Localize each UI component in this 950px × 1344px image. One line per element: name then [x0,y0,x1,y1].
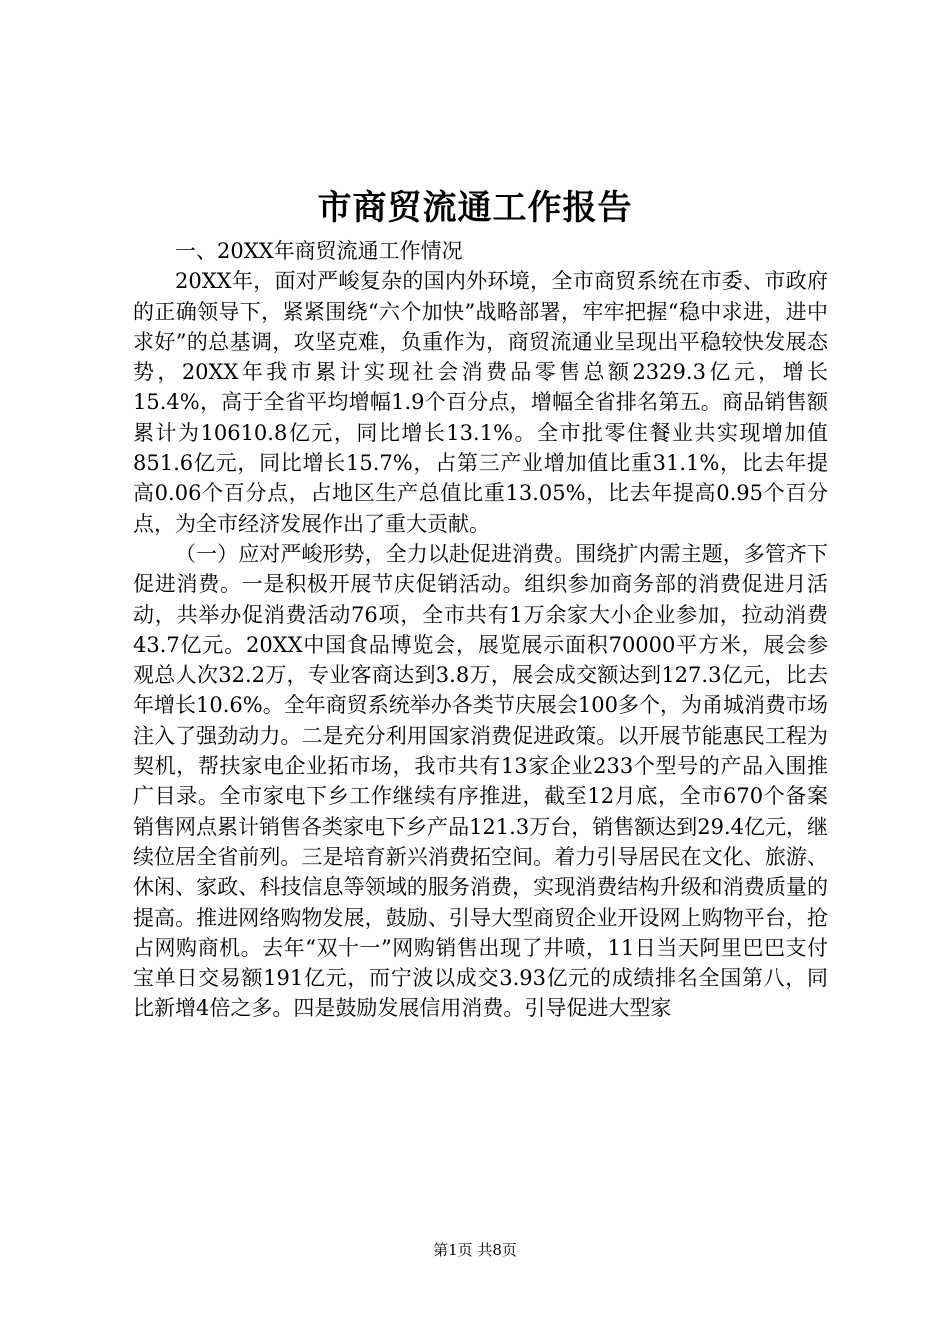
page-footer: 第1页 共8页 [433,1241,517,1259]
paragraph-overview: 20XX年，面对严峻复杂的国内外环境，全市商贸系统在市委、市政府的正确领导下，紧紧围绕“六个加快”战略部署，牢牢把握“稳中求进，进中求好”的总基调，攻坚克难，负重作为，商贸流通业呈现出平稳较快发展态势，20XX年我市累计实现社会消费品零售总额2329.3亿元，增长15.4%，高于全省平均增幅1.9个百分点，增幅全省排名第五。商品销售额累计为10610.8亿元，同比增长13.1%。全市批零住餐业共实现增加值851.6亿元，同比增长15.7%，占第三产业增加值比重31.1%，比去年提高0.06个百分点，占地区生产总值比重13.05%，比去年提高0.95个百分点，为全市经济发展作出了重大贡献。 [133,269,828,536]
section-heading: 一、20XX年商贸流通工作情况 [175,239,463,263]
document-title: 市商贸流通工作报告 [317,188,633,228]
paragraph-consumption: （一）应对严峻形势，全力以赴促进消费。围绕扩内需主题，多管齐下促进消费。一是积极开展节庆促销活动。组织参加商务部的消费促进月活动，共举办促消费活动76项，全市共有1万余家大小企业参加，拉动消费43.7亿元。20XX中国食品博览会，展览展示面积70000平方米，展会参观总人次32.2万，专业客商达到3.8万，展会成交额达到127.3亿元，比去年增长10.6%。全年商贸系统举办各类节庆展会100多个，为甬城消费市场注入了强劲动力。二是充分利用国家消费促进政策。以开展节能惠民工程为契机，帮扶家电企业拓市场，我市共有13家企业233个型号的产品入围推广目录。全市家电下乡工作继续有序推进，截至12月底，全市670个备案销售网点累计销售各类家电下乡产品121.3万台，销售额达到29.4亿元，继续位居全省前列。三是培育新兴消费拓空间。着力引导居民在文化、旅游、休闲、家政、科技信息等领域的服务消费，实现消费结构升级和消费质量的提高。推进网络购物发展，鼓励、引导大型商贸企业开设网上购物平台，抢占网购商机。去年“双十一”网购销售出现了井喷，11日当天阿里巴巴支付宝单日交易额191亿元，而宁波以成交3.93亿元的成绩排名全国第八，同比新增4倍之多。四是鼓励发展信用消费。引导促进大型家 [133,541,828,1021]
document-body [133,236,828,1024]
